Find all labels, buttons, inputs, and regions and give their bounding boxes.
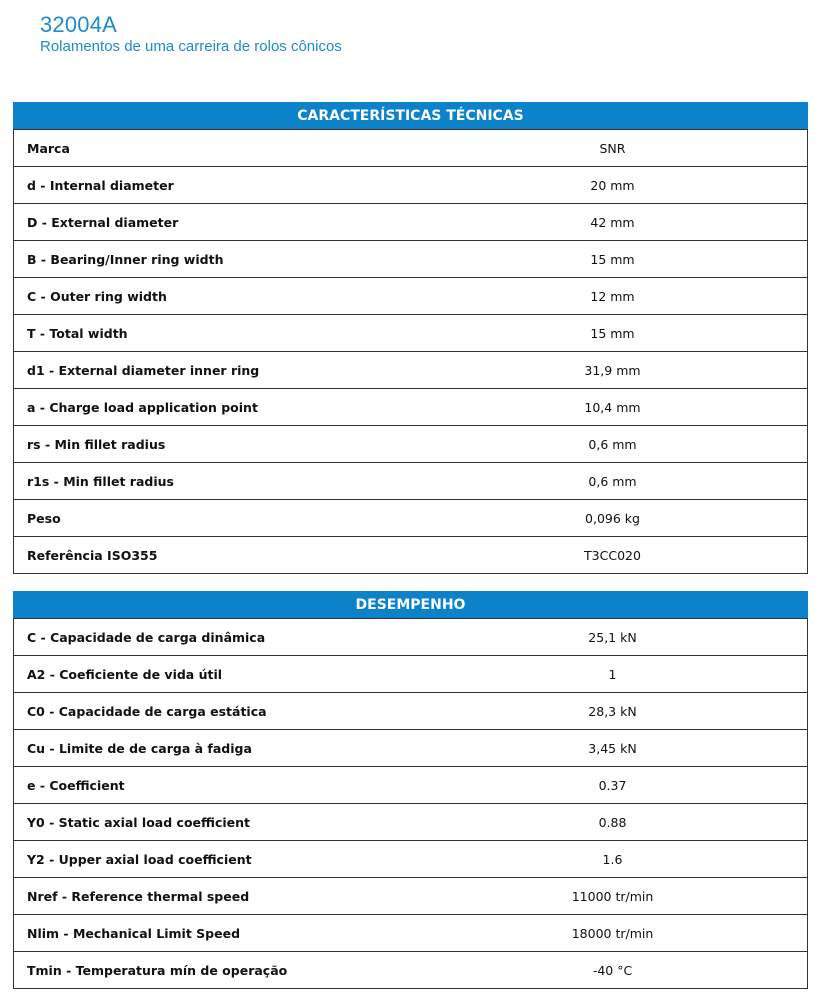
table-row	[14, 278, 808, 315]
table-row	[14, 952, 808, 989]
row-value-cell	[407, 352, 808, 389]
row-value: SNR	[599, 140, 626, 156]
row-value: 1	[608, 666, 617, 682]
row-value: 11000 tr/min	[571, 888, 654, 904]
row-label: C - Capacidade de carga dinâmica	[14, 619, 408, 656]
row-value: 18000 tr/min	[571, 925, 654, 941]
row-label: Cu - Limite de de carga à fadiga	[14, 730, 408, 767]
row-label: Peso	[14, 500, 408, 537]
row-value: 12 mm	[590, 288, 635, 304]
row-label: Y0 - Static axial load coefficient	[14, 804, 408, 841]
row-value: 31,9 mm	[584, 362, 641, 378]
table-row	[14, 130, 808, 167]
row-label: d1 - External diameter inner ring	[14, 352, 408, 389]
table-row	[14, 315, 808, 352]
row-label: e - Coefficient	[14, 767, 408, 804]
row-value: 28,3 kN	[588, 703, 637, 719]
table-row	[14, 167, 808, 204]
table-row	[14, 389, 808, 426]
row-label: T - Total width	[14, 315, 408, 352]
table-row	[14, 619, 808, 656]
table-row	[14, 693, 808, 730]
row-value-cell	[407, 656, 808, 693]
row-label: C - Outer ring width	[14, 278, 408, 315]
row-value: 10,4 mm	[584, 399, 641, 415]
table-row	[14, 767, 808, 804]
row-value-cell	[407, 767, 808, 804]
row-value: -40 °C	[592, 962, 633, 978]
row-label: rs - Min fillet radius	[14, 426, 408, 463]
technical-characteristics-section	[13, 102, 808, 574]
row-value-cell	[407, 241, 808, 278]
row-value-cell	[407, 952, 808, 989]
product-title: 32004A	[40, 12, 118, 37]
row-value-cell	[407, 167, 808, 204]
table-row	[14, 241, 808, 278]
row-value-cell	[407, 730, 808, 767]
row-value-cell	[407, 278, 808, 315]
table-row	[14, 463, 808, 500]
row-label: Referência ISO355	[14, 537, 408, 574]
row-value-cell	[407, 130, 808, 167]
row-label: B - Bearing/Inner ring width	[14, 241, 408, 278]
table-row	[14, 352, 808, 389]
table-row	[14, 537, 808, 574]
row-value: 0.37	[598, 777, 627, 793]
table-row	[14, 841, 808, 878]
row-label: d - Internal diameter	[14, 167, 408, 204]
row-label: r1s - Min fillet radius	[14, 463, 408, 500]
row-value: 0.88	[598, 814, 627, 830]
row-value: 0,096 kg	[585, 510, 640, 526]
row-value: 42 mm	[590, 214, 635, 230]
row-label: Nlim - Mechanical Limit Speed	[14, 915, 408, 952]
section-header: DESEMPENHO	[13, 591, 808, 618]
performance-table	[13, 618, 808, 989]
row-value-cell	[407, 537, 808, 574]
row-label: Y2 - Upper axial load coefficient	[14, 841, 408, 878]
table-row	[14, 804, 808, 841]
row-label: A2 - Coeficiente de vida útil	[14, 656, 408, 693]
row-value: T3CC020	[584, 547, 641, 563]
row-value-cell	[407, 500, 808, 537]
row-value: 20 mm	[590, 177, 635, 193]
row-label: Nref - Reference thermal speed	[14, 878, 408, 915]
technical-characteristics-table	[13, 129, 808, 574]
row-value: 15 mm	[590, 251, 635, 267]
row-label: C0 - Capacidade de carga estática	[14, 693, 408, 730]
row-value-cell	[407, 619, 808, 656]
row-value: 3,45 kN	[588, 740, 637, 756]
table-row	[14, 878, 808, 915]
section-header: CARACTERÍSTICAS TÉCNICAS	[13, 102, 808, 129]
row-value: 15 mm	[590, 325, 635, 341]
row-value-cell	[407, 315, 808, 352]
row-value-cell	[407, 804, 808, 841]
table-row	[14, 204, 808, 241]
row-value-cell	[407, 693, 808, 730]
table-row	[14, 915, 808, 952]
row-label: Marca	[14, 130, 408, 167]
row-value-cell	[407, 204, 808, 241]
row-label: D - External diameter	[14, 204, 408, 241]
row-value: 1.6	[602, 851, 623, 867]
row-value-cell	[407, 389, 808, 426]
row-label: a - Charge load application point	[14, 389, 408, 426]
row-label: Tmin - Temperatura mín de operação	[14, 952, 408, 989]
table-row	[14, 730, 808, 767]
row-value-cell	[407, 841, 808, 878]
row-value: 25,1 kN	[588, 629, 637, 645]
row-value-cell	[407, 915, 808, 952]
row-value-cell	[407, 878, 808, 915]
table-row	[14, 426, 808, 463]
performance-section	[13, 591, 808, 989]
table-row	[14, 656, 808, 693]
table-row	[14, 500, 808, 537]
row-value-cell	[407, 426, 808, 463]
row-value-cell	[407, 463, 808, 500]
product-subtitle: Rolamentos de uma carreira de rolos cônicos	[40, 38, 342, 55]
row-value: 0,6 mm	[588, 436, 637, 452]
row-value: 0,6 mm	[588, 473, 637, 489]
